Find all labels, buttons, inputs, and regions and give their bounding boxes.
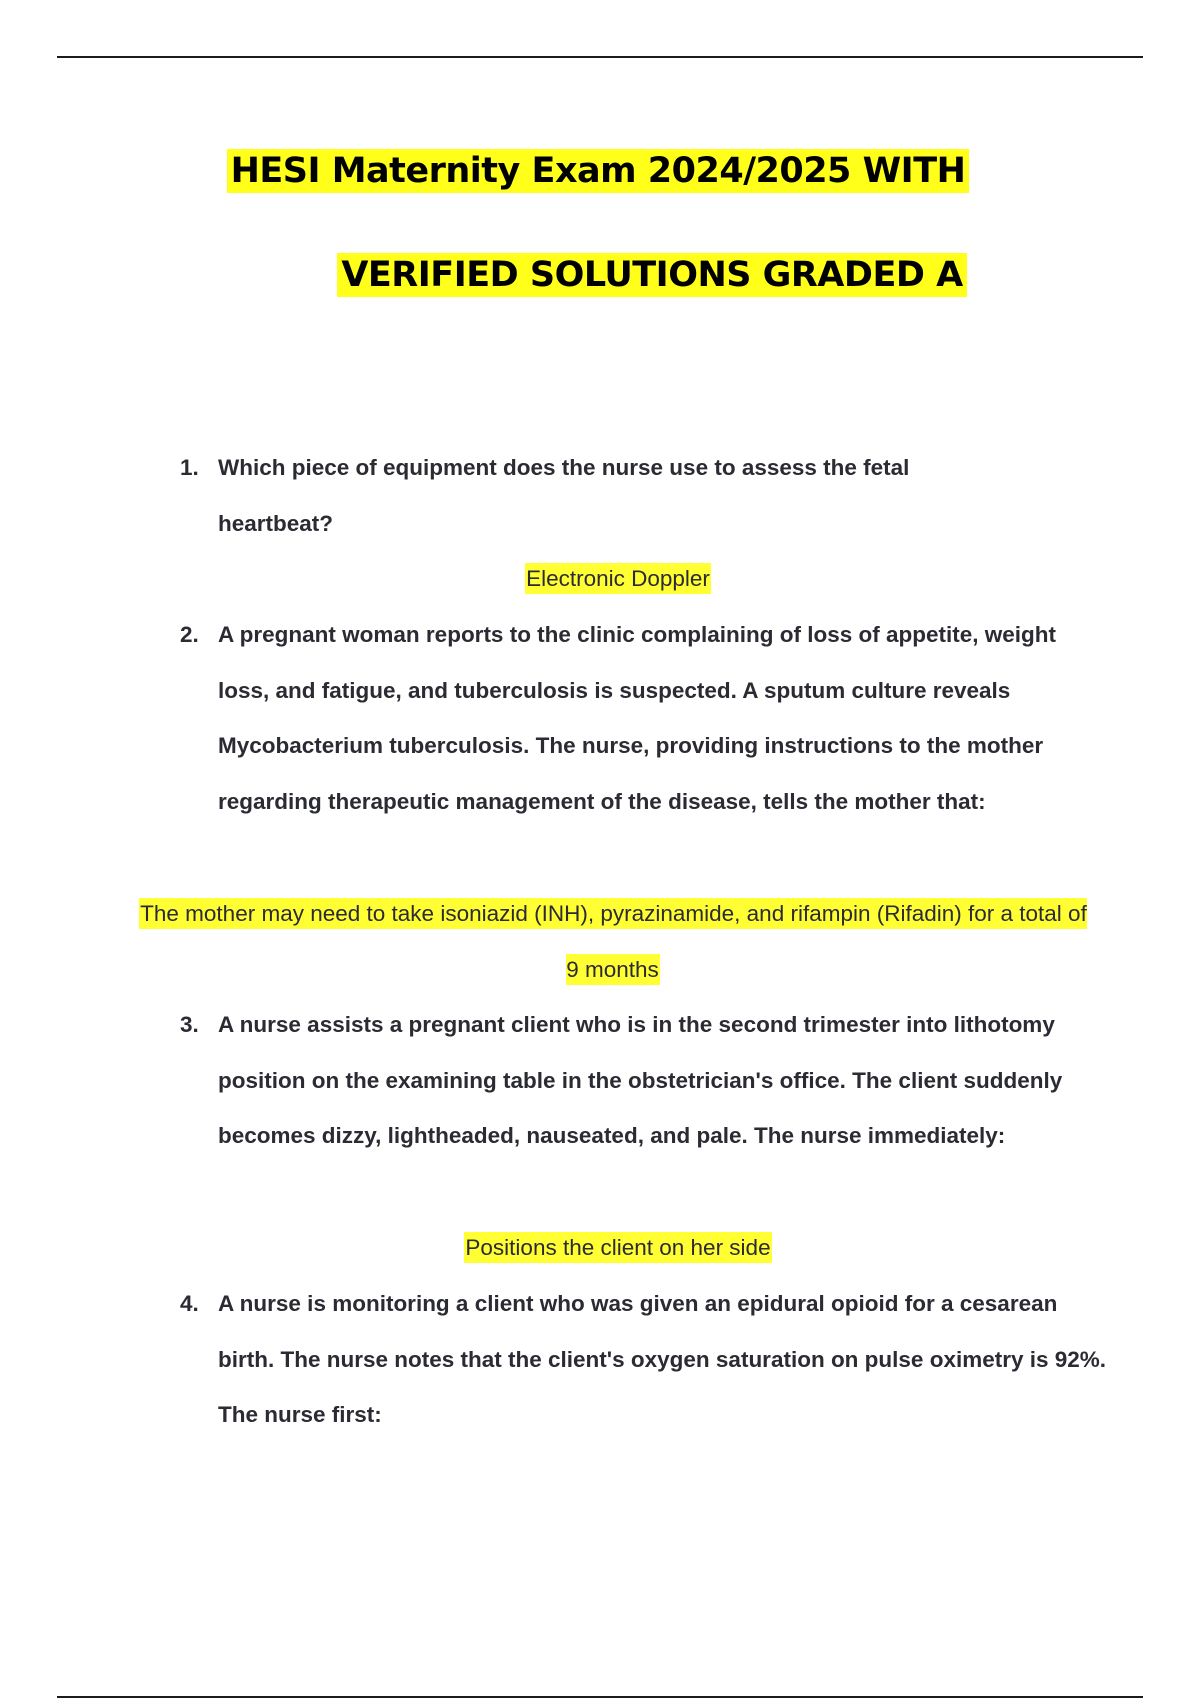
question-3 <box>180 997 1100 1164</box>
answer-2 <box>130 886 1096 997</box>
question-number: 3. <box>180 1012 199 1037</box>
question-text: A nurse assists a pregnant client who is in the second trimester into lithotomy position on the examining table in the obstetrician's office. The client suddenly becomes dizzy, lightheaded, nauseated, and pale. The nurse immediately: <box>218 1012 1063 1149</box>
document-title-line-2 <box>52 250 1200 300</box>
top-divider <box>57 56 1143 58</box>
question-text: A nurse is monitoring a client who was given an epidural opioid for a cesarean birth. The nurse notes that the client's oxygen saturation on pulse oximetry is 92%. The nurse first: <box>218 1291 1107 1428</box>
answer-3 <box>140 1220 1096 1276</box>
question-2 <box>180 607 1100 830</box>
question-1 <box>180 440 1100 551</box>
bottom-divider <box>57 1696 1143 1698</box>
answer-highlight: Electronic Doppler <box>525 563 711 594</box>
question-text: A pregnant woman reports to the clinic complaining of loss of appetite, weight loss, and fatigue, and tuberculosis is suspected. A sputum culture reveals Mycobacterium tuberculosis. The nurse, providing instructions to the mother regarding therapeutic management of the disease, tells the mother that: <box>218 622 1056 815</box>
question-text: Which piece of equipment does the nurse use to assess the fetal heartbeat? <box>218 455 910 536</box>
document-title-highlight-1: HESI Maternity Exam 2024/2025 WITH <box>227 149 970 193</box>
answer-1 <box>140 551 1096 607</box>
question-number: 4. <box>180 1291 199 1316</box>
question-number: 1. <box>180 455 199 480</box>
question-4 <box>180 1276 1107 1443</box>
answer-highlight: The mother may need to take isoniazid (INH), pyrazinamide, and rifampin (Rifadin) for a total of 9 months <box>139 898 1087 985</box>
document-title-line-1 <box>0 146 1198 196</box>
document-title-highlight-2: VERIFIED SOLUTIONS GRADED A <box>337 253 966 297</box>
question-number: 2. <box>180 622 199 647</box>
answer-highlight: Positions the client on her side <box>464 1232 771 1263</box>
